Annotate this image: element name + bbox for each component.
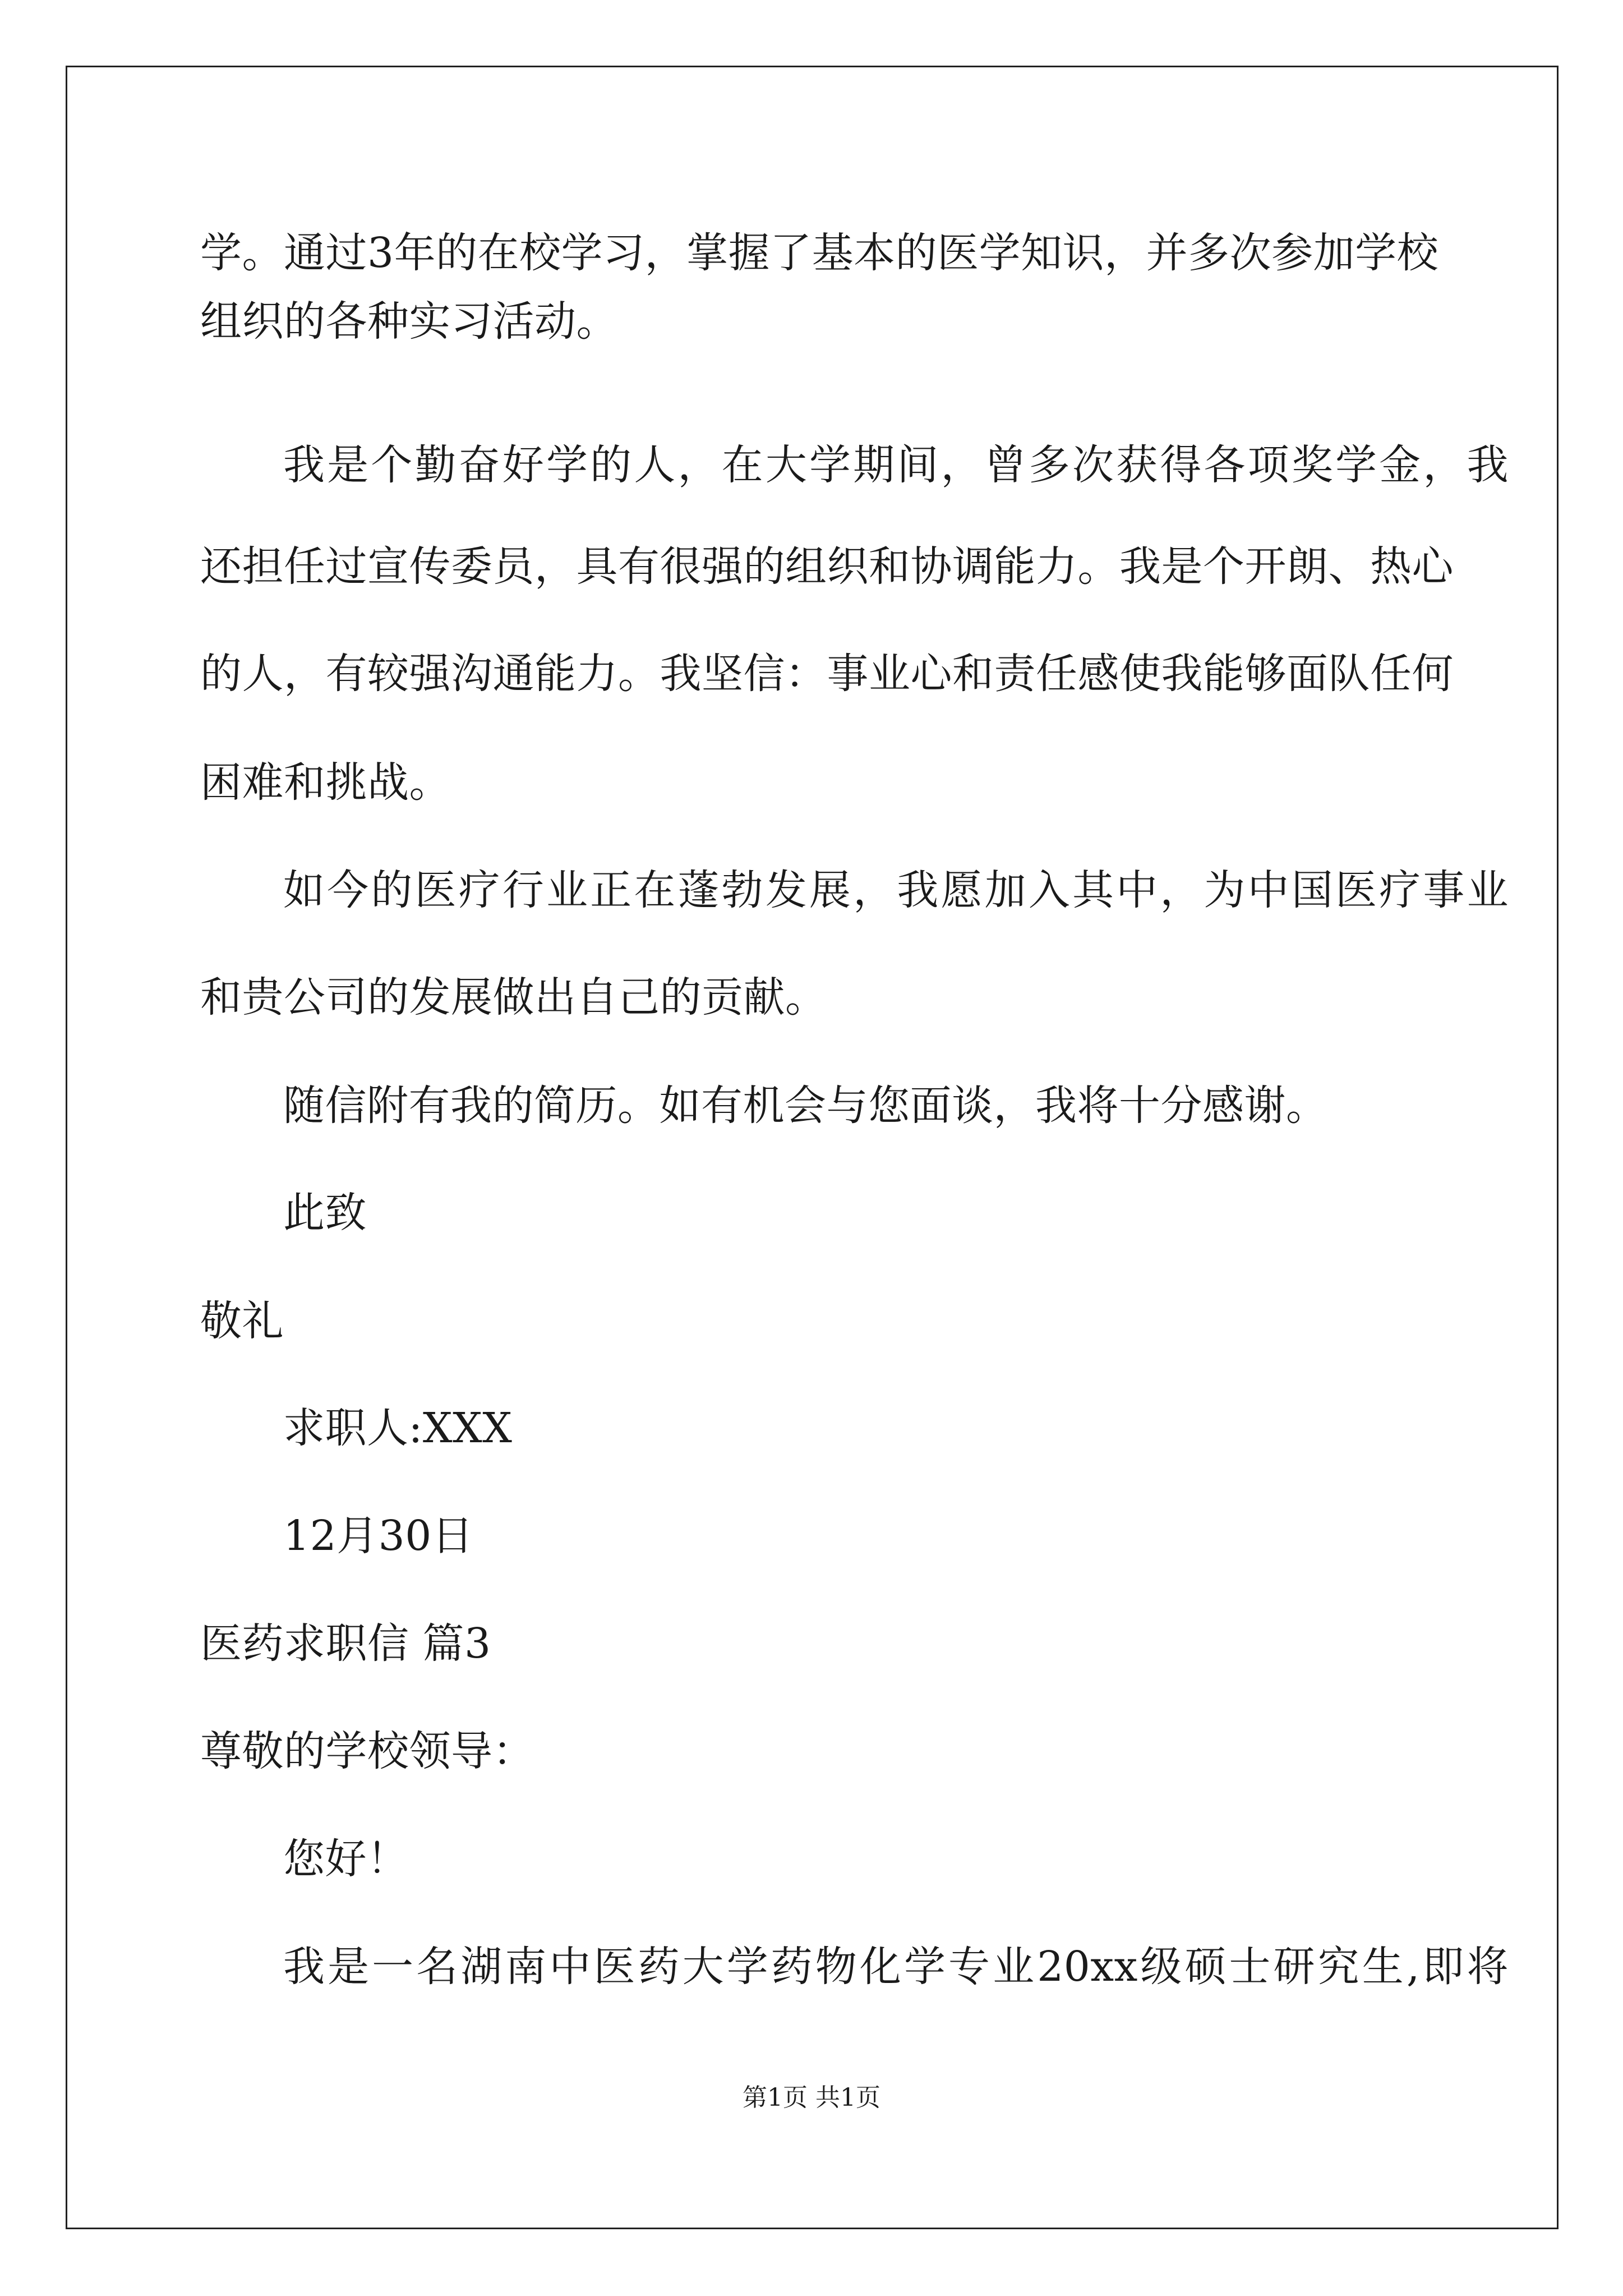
salutation-line: 敬礼: [200, 1297, 284, 1345]
paragraph-line: 我是个勤奋好学的人，在大学期间，曾多次获得各项奖学金，我: [283, 441, 1509, 489]
section-heading: 医药求职信 篇3: [200, 1619, 491, 1668]
paragraph-line: 随信附有我的简历。如有机会与您面谈，我将十分感谢。: [283, 1082, 1328, 1130]
greeting-line: 您好！: [283, 1835, 409, 1883]
paragraph-line: 和贵公司的发展做出自己的贡献。: [200, 973, 827, 1022]
addressee-line: 尊敬的学校领导：: [200, 1727, 534, 1775]
paragraph-line: 如今的医疗行业正在蓬勃发展，我愿加入其中，为中国医疗事业: [283, 866, 1509, 914]
closing-line: 此致: [283, 1189, 367, 1237]
paragraph-line: 组织的各种实习活动。: [200, 297, 618, 346]
paragraph-line: 困难和挑战。: [200, 758, 451, 807]
paragraph-line: 的人，有较强沟通能力。我坚信：事业心和责任感使我能够面队任何: [200, 650, 1454, 698]
page-border: [66, 66, 1559, 2229]
signature-line: 求职人:XXX: [283, 1404, 513, 1452]
paragraph-line: 学。通过3年的在校学习，掌握了基本的医学知识，并多次参加学校: [200, 229, 1439, 277]
date-line: 12月30日: [283, 1512, 474, 1560]
page-footer: 第1页 共1页: [743, 2083, 880, 2112]
paragraph-line: 还担任过宣传委员，具有很强的组织和协调能力。我是个开朗、热心: [200, 542, 1454, 591]
paragraph-line: 我是一名湖南中医药大学药物化学专业20xx级硕士研究生,即将: [283, 1943, 1509, 1991]
